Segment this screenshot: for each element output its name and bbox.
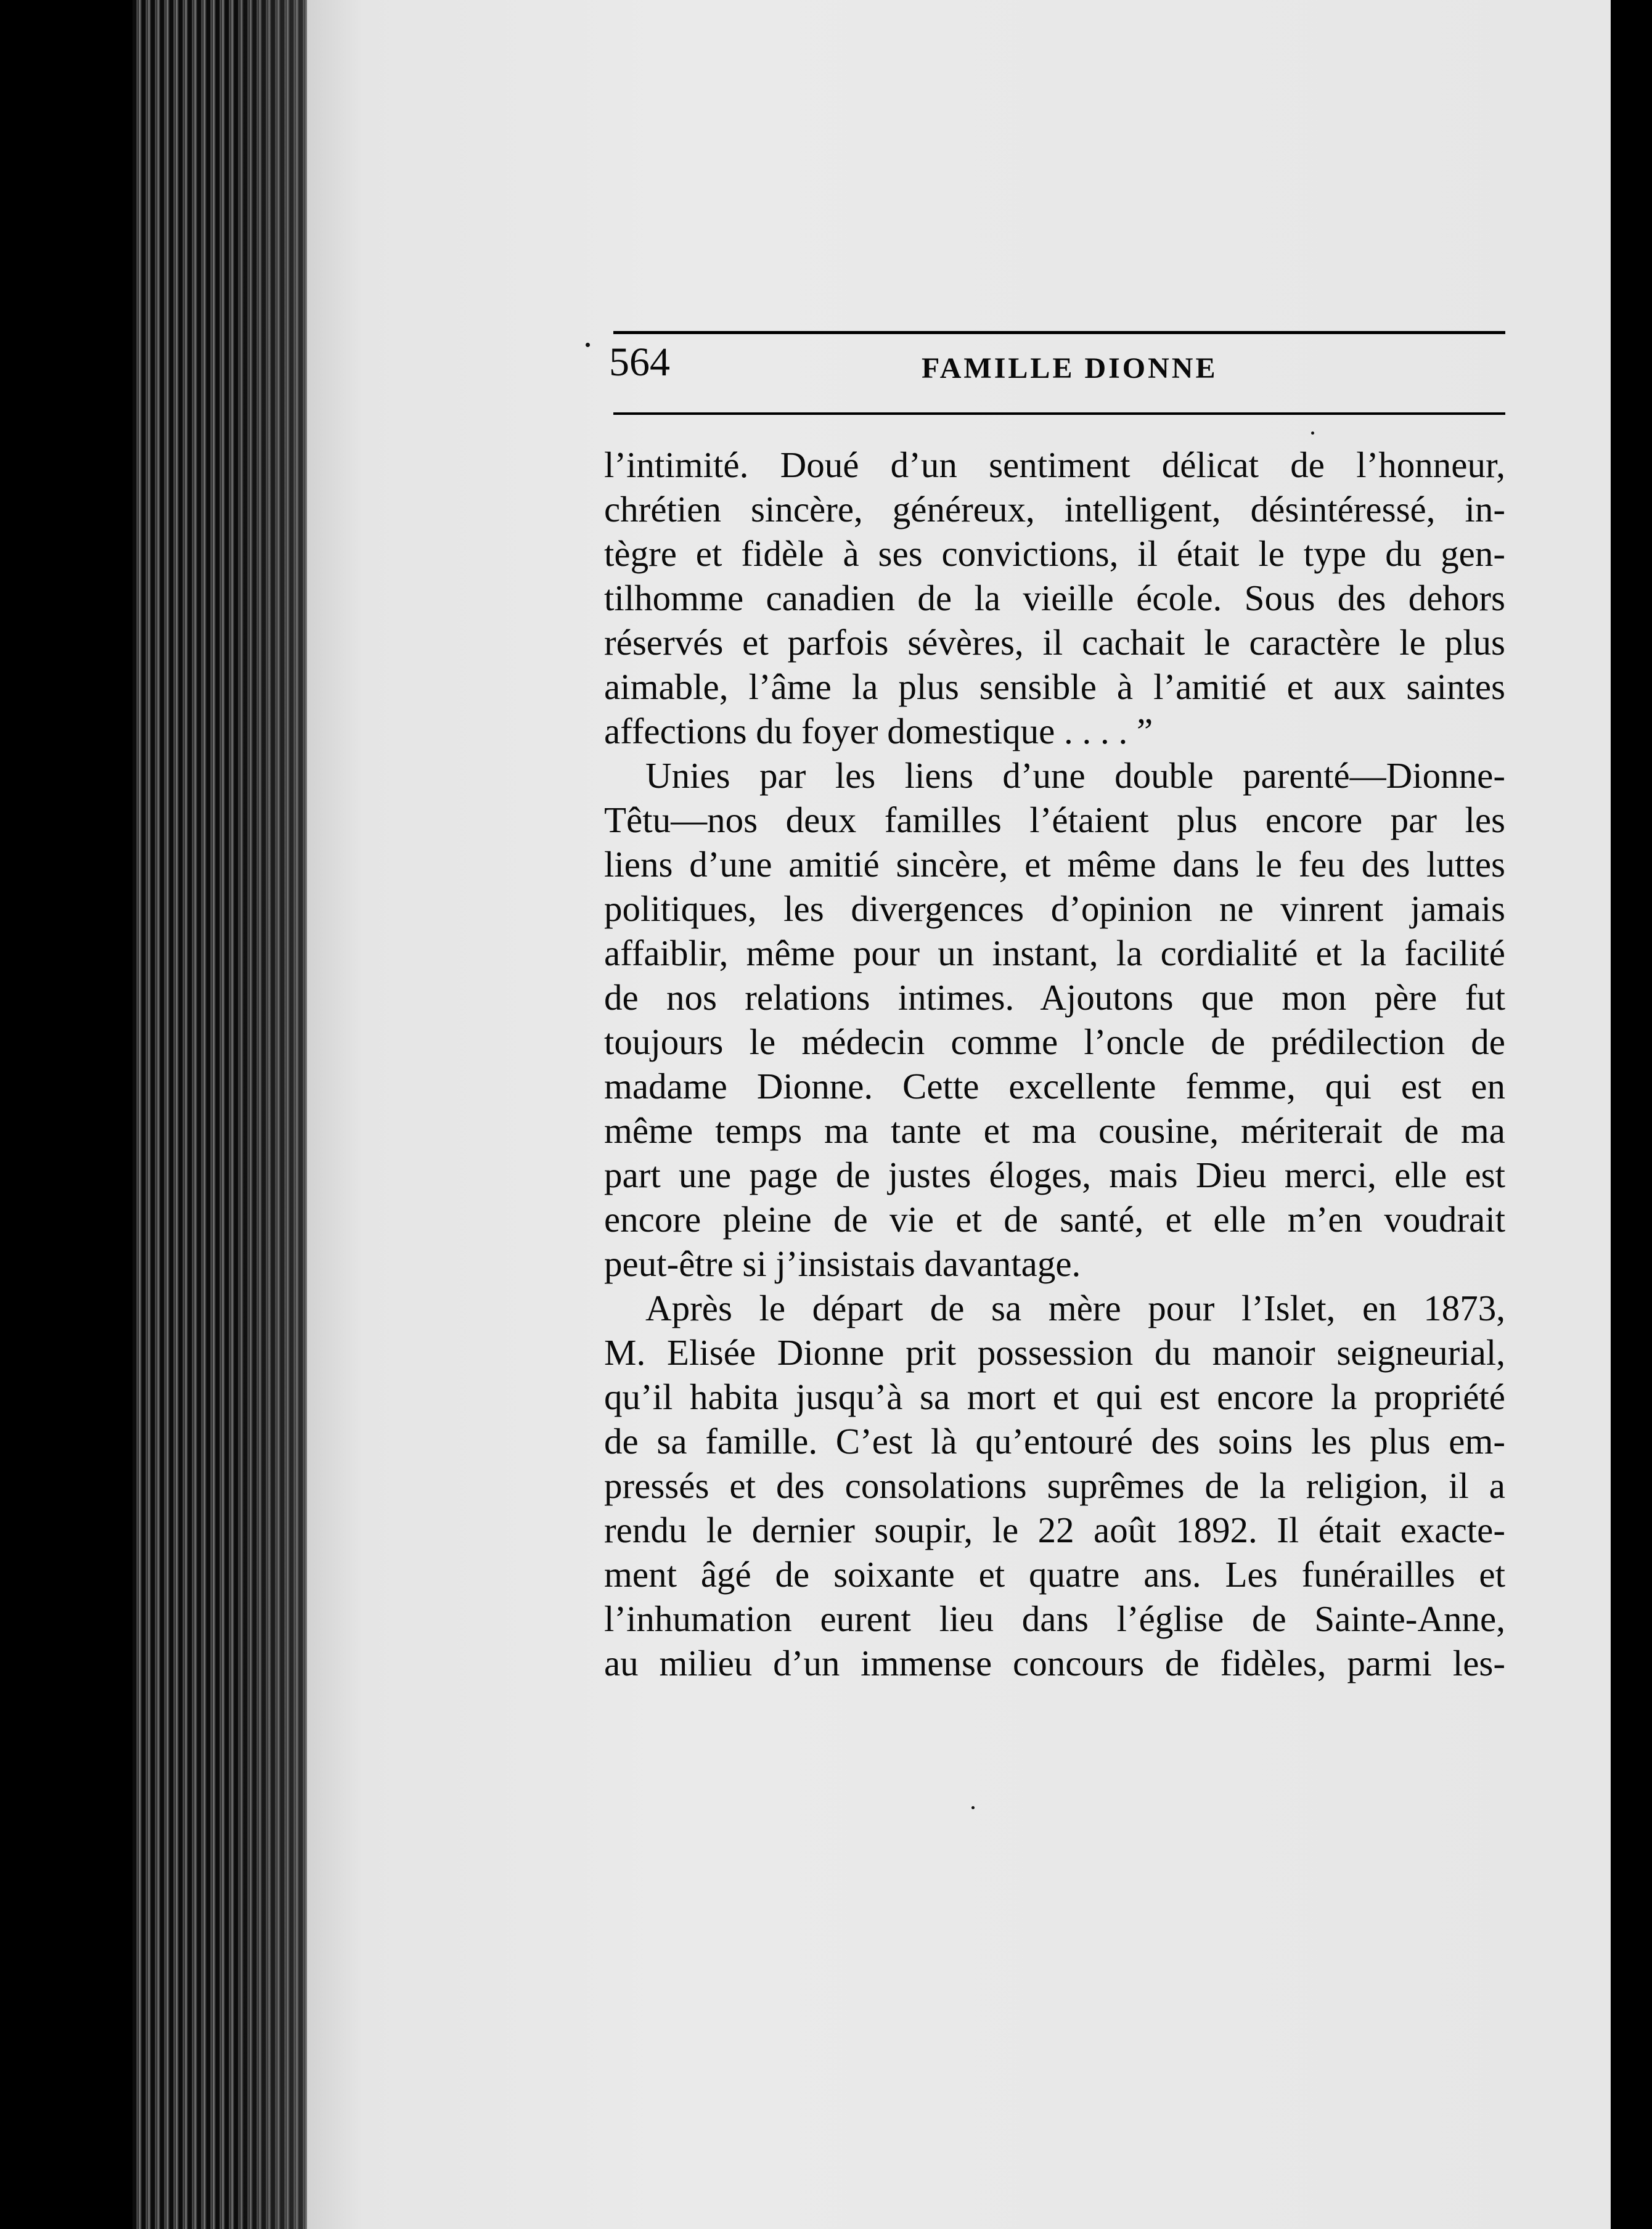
text-line: rendu le dernier soupir, le 22 août 1892. Il était exacte- bbox=[604, 1510, 1505, 1550]
running-title: FAMILLE DIONNE bbox=[922, 352, 1218, 385]
text-line: part une page de justes éloges, mais Dieu merci, elle est bbox=[604, 1155, 1505, 1195]
text-line: tilhomme canadien de la vieille école. Sous des dehors bbox=[604, 578, 1505, 618]
text-line: l’intimité. Doué d’un sentiment délicat de l’honneur, bbox=[604, 444, 1505, 485]
text-line: toujours le médecin comme l’oncle de prédilection de bbox=[604, 1021, 1505, 1062]
text-line: tègre et fidèle à ses convictions, il était le type du gen- bbox=[604, 533, 1505, 574]
paragraph-start-line: Après le départ de sa mère pour l’Islet, en 1873, bbox=[645, 1288, 1505, 1328]
text-line: même temps ma tante et ma cousine, mériterait de ma bbox=[604, 1110, 1505, 1151]
text-line: ment âgé de soixante et quatre ans. Les funérailles et bbox=[604, 1554, 1505, 1595]
text-line: l’inhumation eurent lieu dans l’église de Sainte-Anne, bbox=[604, 1598, 1505, 1639]
text-line: réservés et parfois sévères, il cachait le caractère le plus bbox=[604, 622, 1505, 663]
text-line: encore pleine de vie et de santé, et elle m’en voudrait bbox=[604, 1199, 1505, 1240]
body-text bbox=[604, 443, 1505, 1685]
header-rule-bottom bbox=[613, 412, 1505, 415]
text-line: de nos relations intimes. Ajoutons que mon père fut bbox=[604, 977, 1505, 1018]
text-line: pressés et des consolations suprêmes de la religion, il a bbox=[604, 1465, 1505, 1506]
text-line: affaiblir, même pour un instant, la cordialité et la facilité bbox=[604, 933, 1505, 973]
header-rule-top bbox=[613, 331, 1505, 334]
text-line: M. Elisée Dionne prit possession du manoir seigneurial, bbox=[604, 1332, 1505, 1373]
paragraph-start-line: Unies par les liens d’une double parenté—Dionne- bbox=[645, 755, 1505, 796]
text-line: au milieu d’un immense concours de fidèles, parmi les- bbox=[604, 1643, 1505, 1683]
text-line: madame Dionne. Cette excellente femme, qui est en bbox=[604, 1066, 1505, 1106]
ink-speck bbox=[586, 343, 590, 347]
text-line: Têtu—nos deux familles l’étaient plus encore par les bbox=[604, 800, 1505, 840]
text-line: de sa famille. C’est là qu’entouré des soins les plus em- bbox=[604, 1421, 1505, 1462]
text-line: affections du foyer domestique . . . . ” bbox=[604, 711, 1153, 751]
text-line: chrétien sincère, généreux, intelligent, désintéressé, in- bbox=[604, 489, 1505, 530]
ink-speck bbox=[971, 1806, 975, 1809]
text-line: politiques, les divergences d’opinion ne vinrent jamais bbox=[604, 888, 1505, 929]
ink-speck bbox=[1311, 431, 1314, 435]
text-line: aimable, l’âme la plus sensible à l’amitié et aux saintes bbox=[604, 666, 1505, 707]
text-line: qu’il habita jusqu’à sa mort et qui est encore la propriété bbox=[604, 1376, 1505, 1417]
text-line: liens d’une amitié sincère, et même dans le feu des luttes bbox=[604, 844, 1505, 885]
page-number: 564 bbox=[609, 340, 670, 385]
text-line: peut-être si j’insistais davantage. bbox=[604, 1243, 1081, 1284]
